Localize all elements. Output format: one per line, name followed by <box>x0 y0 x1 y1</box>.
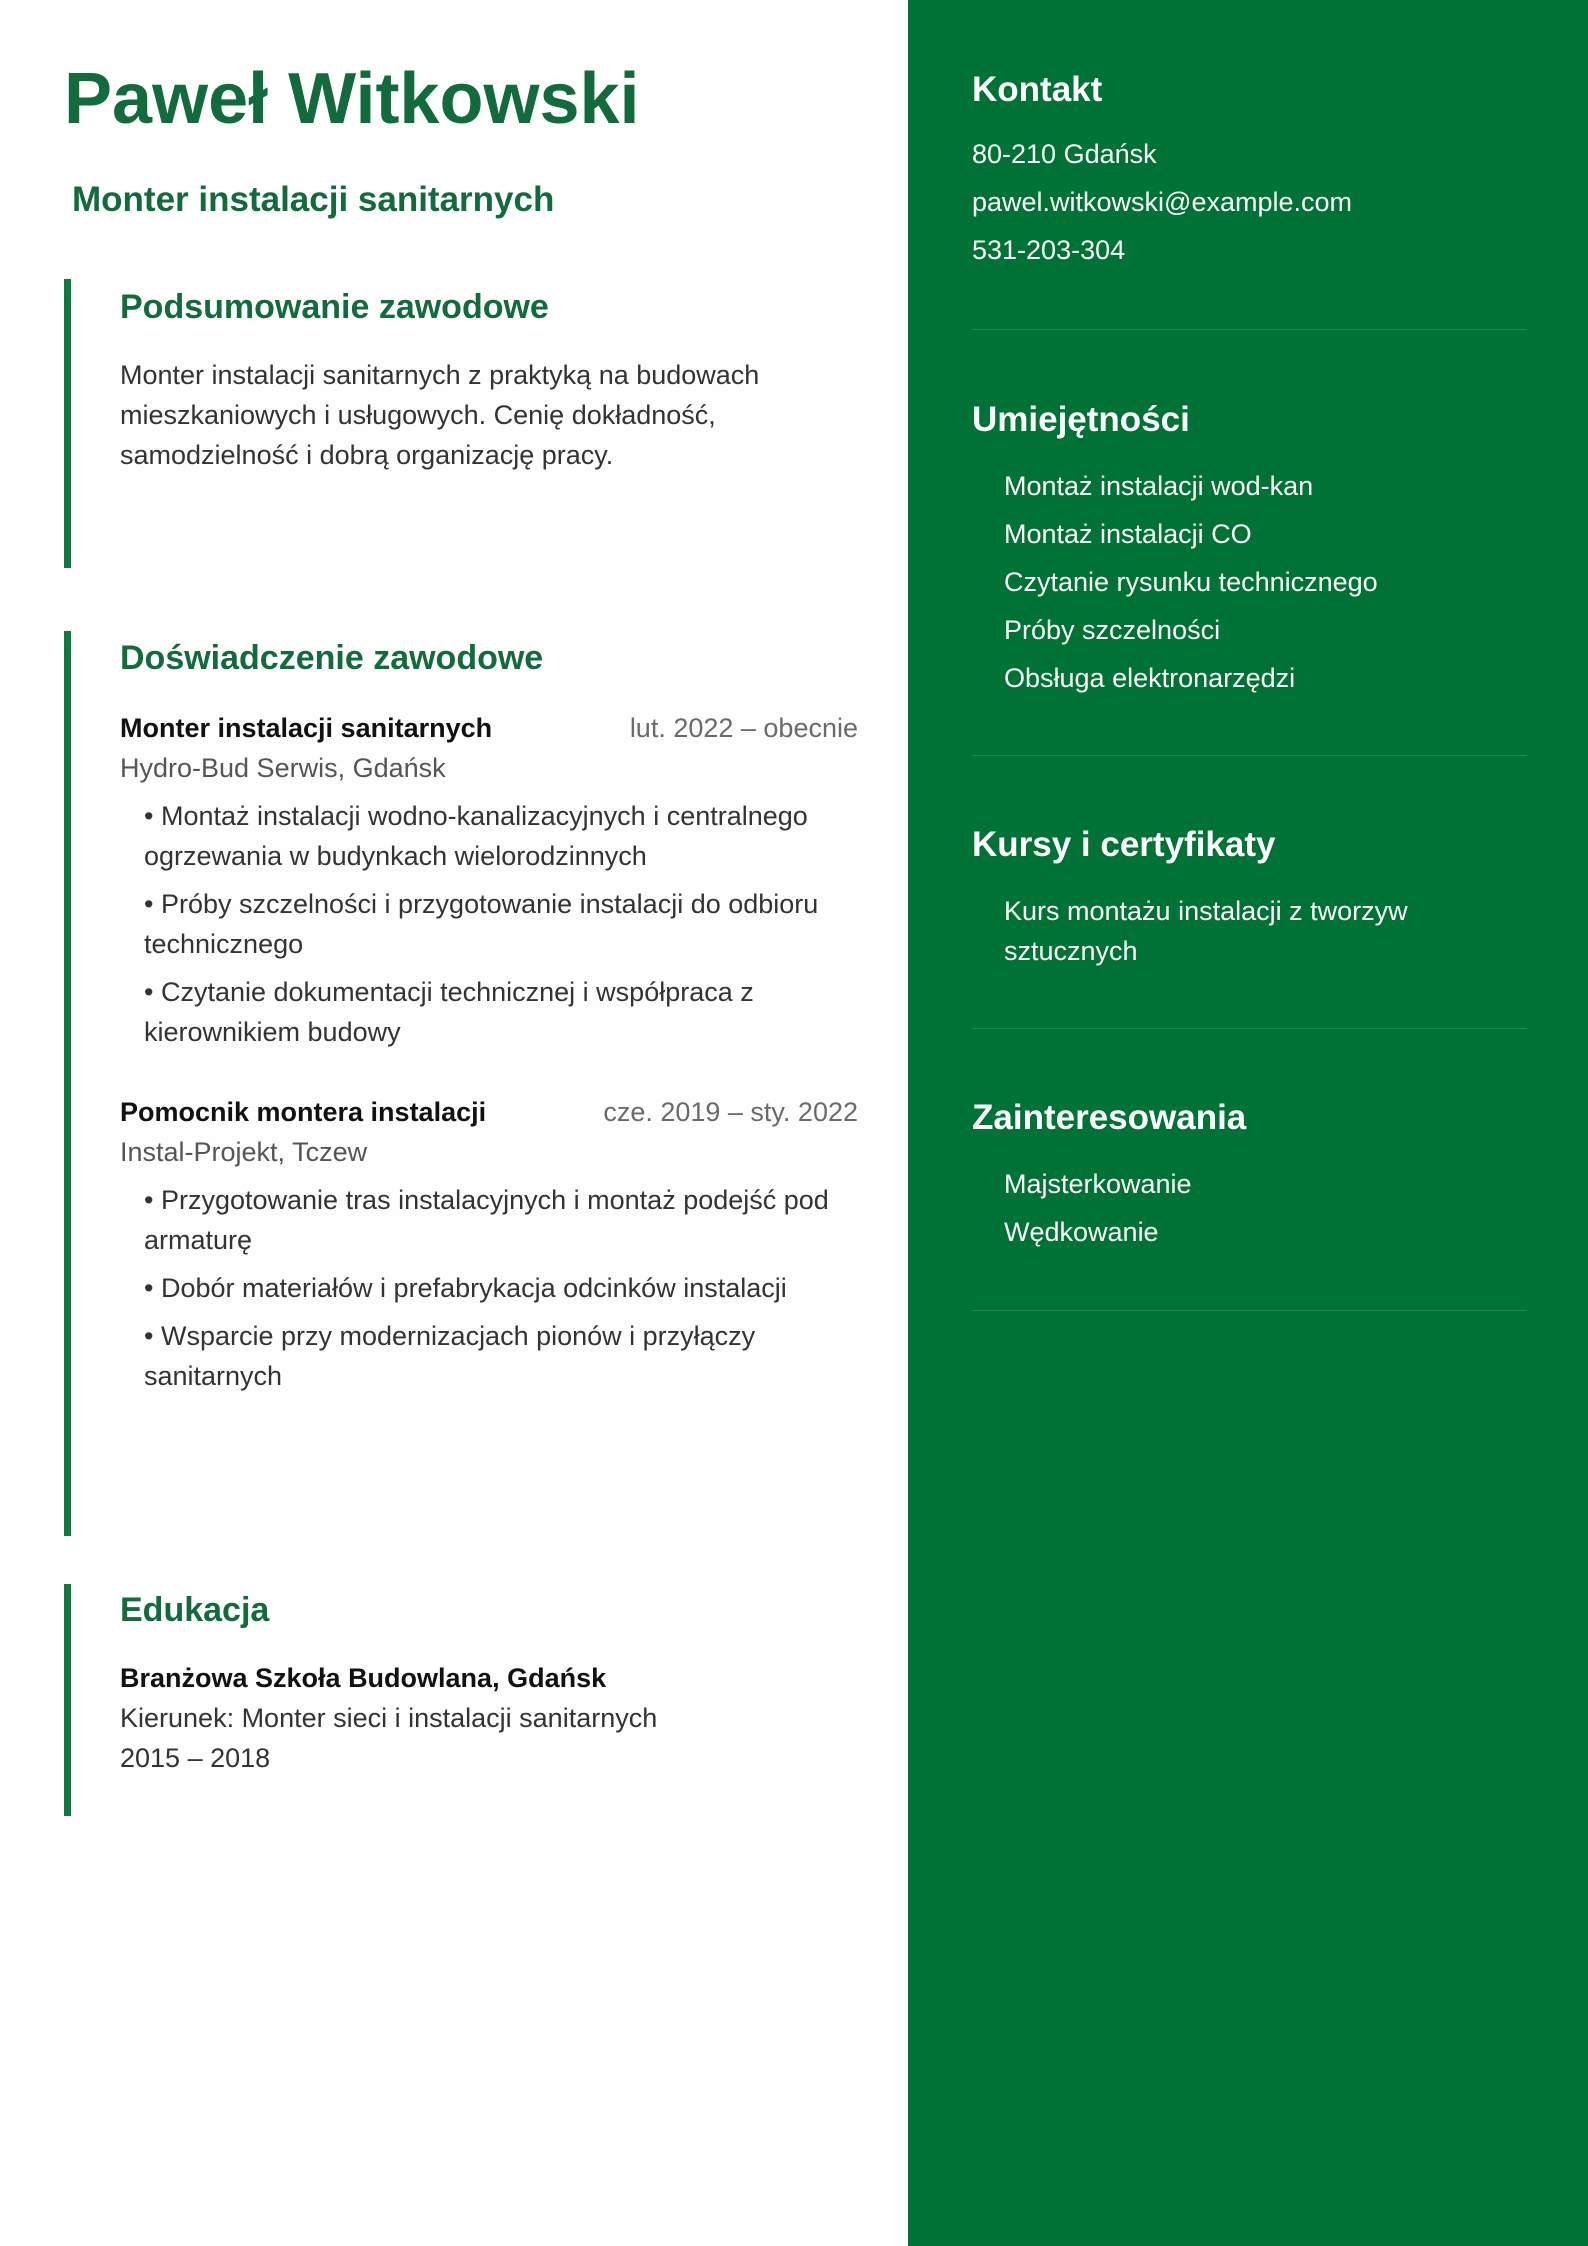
candidate-job-title: Monter instalacji sanitarnych <box>72 180 555 219</box>
experience-heading: Doświadczenie zawodowe <box>120 639 544 677</box>
skill-item: Montaż instalacji CO <box>1004 519 1252 549</box>
job-entry <box>120 708 858 1052</box>
job-bullet: • Czytanie dokumentacji technicznej i współpraca z kierownikiem budowy <box>144 977 754 1047</box>
education-section <box>64 1584 844 1816</box>
interests-section <box>972 1098 1527 1311</box>
sidebar <box>908 0 1588 2246</box>
job-role: Pomocnik montera instalacji <box>120 1097 487 1127</box>
courses-section <box>972 825 1527 1029</box>
education-years: 2015 – 2018 <box>120 1743 271 1773</box>
contact-address: 80-210 Gdańsk <box>972 139 1157 169</box>
experience-section <box>64 631 858 1536</box>
course-item: Kurs montażu instalacji z tworzyw sztucznych <box>1004 896 1408 966</box>
contact-heading: Kontakt <box>972 70 1103 109</box>
interest-item: Majsterkowanie <box>1004 1169 1192 1199</box>
job-bullet: • Próby szczelności i przygotowanie instalacji do odbioru technicznego <box>144 889 819 959</box>
skill-item: Czytanie rysunku technicznego <box>1004 567 1378 597</box>
education-heading: Edukacja <box>120 1591 270 1629</box>
job-entry <box>120 1092 858 1396</box>
job-company: Hydro-Bud Serwis, Gdańsk <box>120 753 446 783</box>
job-role: Monter instalacji sanitarnych <box>120 713 493 743</box>
interests-list <box>972 1164 1527 1252</box>
job-bullet: • Przygotowanie tras instalacyjnych i montaż podejść pod armaturę <box>144 1185 829 1255</box>
education-field: Kierunek: Monter sieci i instalacji sanitarnych <box>120 1703 658 1733</box>
candidate-name: Paweł Witkowski <box>64 59 640 139</box>
contact-section <box>972 70 1527 330</box>
contact-phone[interactable]: 531-203-304 <box>972 235 1126 265</box>
interest-item: Wędkowanie <box>1004 1217 1159 1247</box>
skills-list <box>972 466 1527 698</box>
summary-heading: Podsumowanie zawodowe <box>120 288 549 326</box>
job-bullet: • Montaż instalacji wodno-kanalizacyjnych i centralnego ogrzewania w budynkach wielorodzinnych <box>144 801 808 871</box>
job-company: Instal-Projekt, Tczew <box>120 1137 368 1167</box>
skill-item: Próby szczelności <box>1004 615 1221 645</box>
contact-list <box>972 134 1527 270</box>
contact-email[interactable]: pawel.witkowski@example.com <box>972 187 1353 217</box>
interests-heading: Zainteresowania <box>972 1098 1247 1137</box>
job-bullet: • Dobór materiałów i prefabrykacja odcinków instalacji <box>144 1273 787 1303</box>
job-dates: lut. 2022 – obecnie <box>629 713 858 743</box>
education-school: Branżowa Szkoła Budowlana, Gdańsk <box>120 1663 607 1693</box>
job-header <box>120 708 858 748</box>
summary-section <box>64 279 844 568</box>
summary-text: Monter instalacji sanitarnych z praktyką na budowach mieszkaniowych i usługowych. Cenię dokładność, samodzielność i dobrą organizację pracy. <box>120 360 760 470</box>
job-bullet: • Wsparcie przy modernizacjach pionów i przyłączy sanitarnych <box>144 1321 756 1391</box>
skills-heading: Umiejętności <box>972 400 1190 439</box>
job-bullets <box>120 1180 864 1396</box>
courses-heading: Kursy i certyfikaty <box>972 825 1276 864</box>
job-header <box>120 1092 858 1132</box>
job-dates: cze. 2019 – sty. 2022 <box>603 1097 858 1127</box>
courses-list <box>972 891 1527 971</box>
skill-item: Obsługa elektronarzędzi <box>1004 663 1296 693</box>
skills-section <box>972 400 1527 756</box>
skill-item: Montaż instalacji wod-kan <box>1004 471 1314 501</box>
job-bullets <box>120 796 864 1052</box>
